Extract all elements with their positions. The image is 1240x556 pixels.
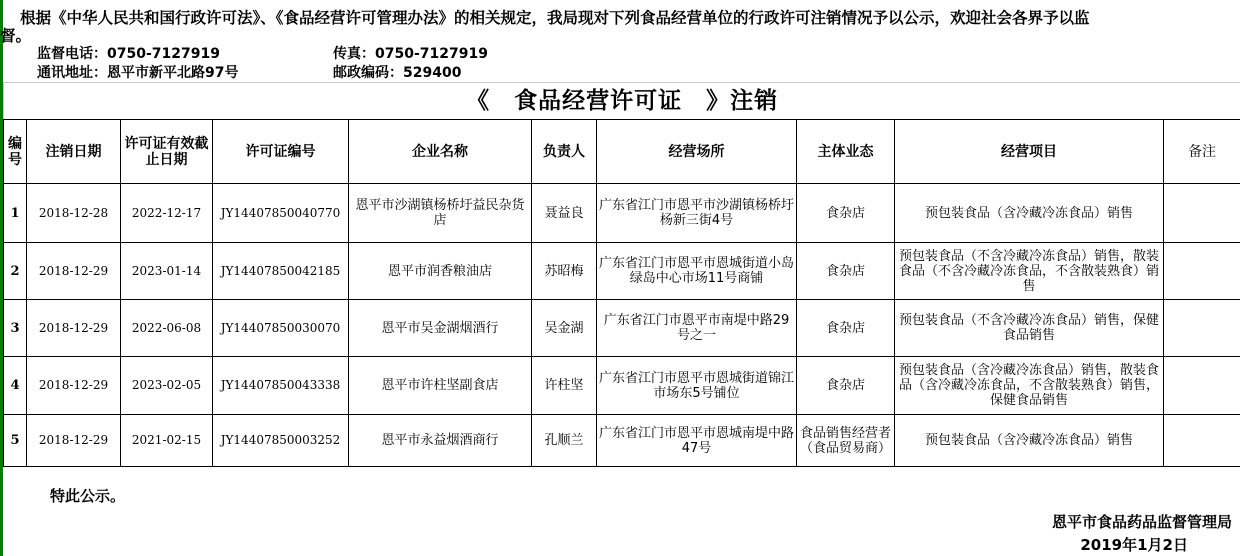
cell-seq: 2	[4, 243, 27, 300]
cell-seq: 3	[4, 300, 27, 357]
cell-scope: 预包装食品（含冷藏冷冻食品）销售	[895, 415, 1164, 467]
cell-person: 苏昭梅	[532, 243, 597, 300]
cell-cancel-date: 2018-12-29	[27, 357, 121, 415]
cell-seq: 5	[4, 415, 27, 467]
table-header-row	[4, 120, 1240, 184]
cell-remark	[1164, 300, 1240, 357]
cell-form: 食杂店	[797, 300, 895, 357]
cell-place: 广东省江门市恩平市恩城街道锦江市场东5号铺位	[597, 357, 797, 415]
cell-form: 食杂店	[797, 357, 895, 415]
cell-remark	[1164, 415, 1240, 467]
table-row	[4, 300, 1240, 357]
table-row	[4, 415, 1240, 467]
cell-person: 孔顺兰	[532, 415, 597, 467]
header-cancel-date: 注销日期	[27, 120, 121, 184]
cell-remark	[1164, 243, 1240, 300]
header-expiry: 许可证有效截止日期	[121, 120, 213, 184]
header-company: 企业名称	[349, 120, 532, 184]
table-row	[4, 243, 1240, 300]
cell-person: 许柱坚	[532, 357, 597, 415]
header-person: 负责人	[532, 120, 597, 184]
header-remark: 备注	[1164, 120, 1240, 184]
cell-expiry: 2021-02-15	[121, 415, 213, 467]
cell-cancel-date: 2018-12-29	[27, 243, 121, 300]
cell-scope: 预包装食品（含冷藏冷冻食品）销售，散装食品（含冷藏冷冻食品，不含散装熟食）销售，保健食品销售	[895, 357, 1164, 415]
cell-cancel-date: 2018-12-28	[27, 184, 121, 243]
header-scope: 经营项目	[895, 120, 1164, 184]
cell-company: 恩平市永益烟酒商行	[349, 415, 532, 467]
closing-notice: 特此公示。	[50, 487, 126, 505]
cell-company: 恩平市许柱坚副食店	[349, 357, 532, 415]
intro-text-cont: 督。	[0, 27, 32, 45]
cell-form: 食品销售经营者（食品贸易商）	[797, 415, 895, 467]
table-row	[4, 184, 1240, 243]
cell-scope: 预包装食品（含冷藏冷冻食品）销售	[895, 184, 1164, 243]
cell-remark	[1164, 184, 1240, 243]
table-title: 《 食品经营许可证 》注销	[4, 83, 1240, 120]
cell-license-no: JY14407850030070	[213, 300, 349, 357]
cell-scope: 预包装食品（不含冷藏冷冻食品）销售，散装食品（不含冷藏冷冻食品，不含散装熟食）销售	[895, 243, 1164, 300]
cancellation-table	[3, 82, 1240, 467]
cell-company: 恩平市润香粮油店	[349, 243, 532, 300]
cell-expiry: 2023-01-14	[121, 243, 213, 300]
header-license-no: 许可证编号	[213, 120, 349, 184]
cell-cancel-date: 2018-12-29	[27, 300, 121, 357]
cell-form: 食杂店	[797, 243, 895, 300]
cell-license-no: JY14407850042185	[213, 243, 349, 300]
issue-date: 2019年1月2日	[1080, 536, 1188, 554]
issuing-authority: 恩平市食品药品监督管理局	[1051, 513, 1232, 531]
cell-expiry: 2022-06-08	[121, 300, 213, 357]
intro-text: 根据《中华人民共和国行政许可法》、《食品经营许可管理办法》的相关规定，我局现对下列食品经营单位的行政许可注销情况予以公示，欢迎社会各界予以监	[20, 9, 1090, 27]
cell-license-no: JY14407850003252	[213, 415, 349, 467]
supervision-phone: 监督电话：0750-7127919	[37, 46, 220, 62]
cell-form: 食杂店	[797, 184, 895, 243]
cell-place: 广东省江门市恩平市南堤中路29号之一	[597, 300, 797, 357]
cell-place: 广东省江门市恩平市恩城南堤中路47号	[597, 415, 797, 467]
cell-license-no: JY14407850043338	[213, 357, 349, 415]
cell-place: 广东省江门市恩平市恩城街道小岛绿岛中心市场11号商铺	[597, 243, 797, 300]
mailing-address: 通讯地址：恩平市新平北路97号	[37, 65, 239, 81]
cell-license-no: JY14407850040770	[213, 184, 349, 243]
cell-person: 聂益良	[532, 184, 597, 243]
postal-code: 邮政编码：529400	[333, 65, 462, 81]
cell-expiry: 2022-12-17	[121, 184, 213, 243]
cell-company: 恩平市吴金湖烟酒行	[349, 300, 532, 357]
table-row	[4, 357, 1240, 415]
cell-seq: 1	[4, 184, 27, 243]
header-seq: 编号	[4, 120, 27, 184]
cell-cancel-date: 2018-12-29	[27, 415, 121, 467]
cell-expiry: 2023-02-05	[121, 357, 213, 415]
cell-seq: 4	[4, 357, 27, 415]
cell-remark	[1164, 357, 1240, 415]
header-place: 经营场所	[597, 120, 797, 184]
header-form: 主体业态	[797, 120, 895, 184]
cell-company: 恩平市沙湖镇杨桥圩益民杂货店	[349, 184, 532, 243]
cell-scope: 预包装食品（不含冷藏冷冻食品）销售，保健食品销售	[895, 300, 1164, 357]
cell-person: 吴金湖	[532, 300, 597, 357]
fax-number: 传真：0750-7127919	[333, 46, 488, 62]
cell-place: 广东省江门市恩平市沙湖镇杨桥圩杨新三街4号	[597, 184, 797, 243]
